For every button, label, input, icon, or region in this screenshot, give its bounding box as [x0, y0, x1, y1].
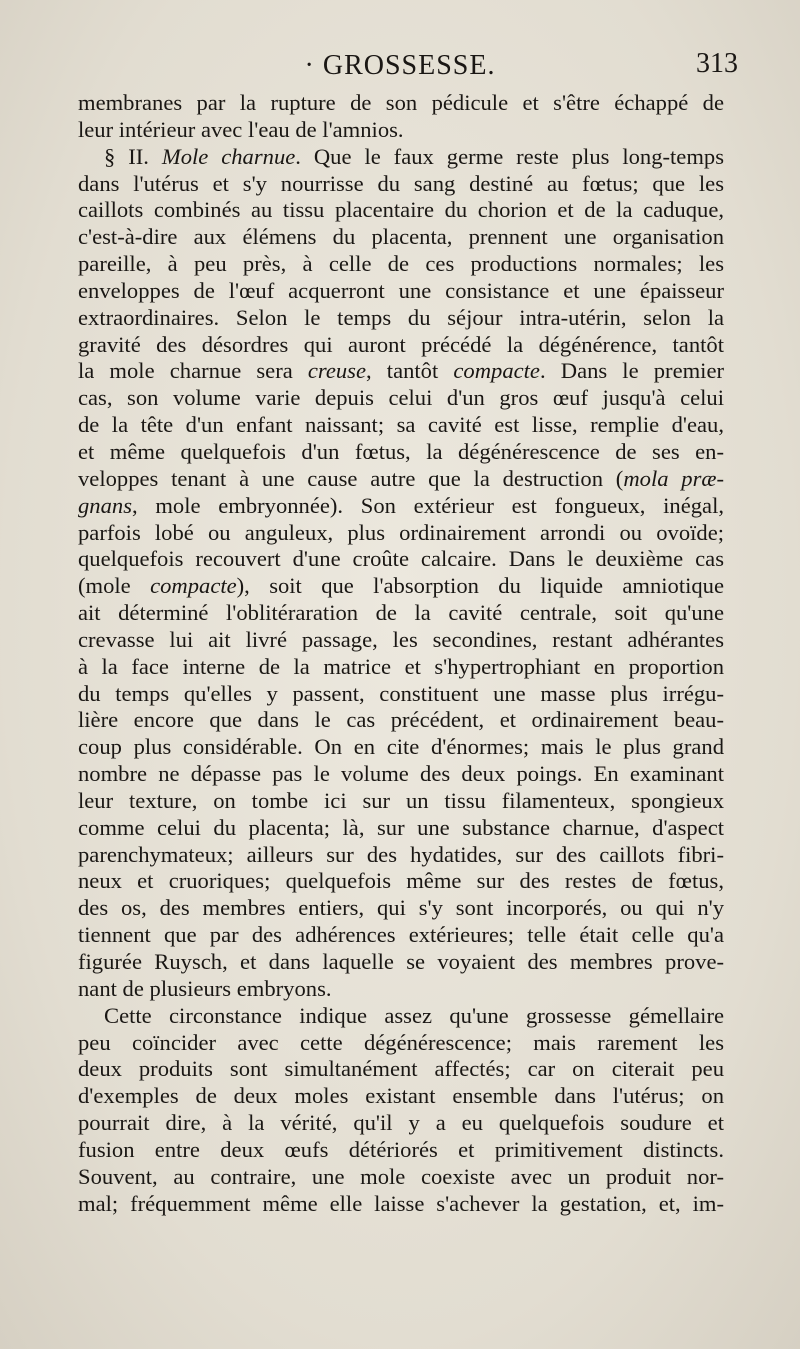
text-line: neux et cruoriques; quelquefois même sur des restes de fœtus,	[78, 868, 724, 894]
text-line: coup plus considérable. On en cite d'énormes; mais le plus grand	[78, 734, 724, 760]
text-line: figurée Ruysch, et dans laquelle se voyaient des membres prove-	[78, 949, 724, 974]
text-line: enveloppes de l'œuf acquerront une consistance et une épaisseur	[78, 277, 724, 303]
text-line: la mole charnue sera creuse, tantôt compacte. Dans le premier	[78, 358, 724, 384]
text-line: Souvent, au contraire, une mole coexiste avec un produit nor-	[78, 1163, 724, 1189]
text-line: leur texture, on tombe ici sur un tissu filamenteux, spongieux	[78, 787, 724, 813]
running-header: · GROSSESSE.	[304, 50, 496, 81]
text-line: nant de plusieurs embryons.	[78, 975, 332, 1001]
text-line: parfois lobé ou anguleux, plus ordinairement arrondi ou ovoïde;	[78, 519, 724, 545]
text-line: fusion entre deux œufs détériorés et primitivement distincts.	[78, 1136, 724, 1162]
text-line: et même quelquefois d'un fœtus, la dégénérescence de ses en-	[78, 438, 724, 464]
text-line: pourrait dire, à la vérité, qu'il y a eu quelquefois soudure et	[78, 1110, 724, 1136]
text-line: cas, son volume varie depuis celui d'un gros œuf jusqu'à celui	[78, 385, 724, 411]
text-line: nombre ne dépasse pas le volume des deux poings. En examinant	[78, 761, 724, 787]
text-line: mal; fréquemment même elle laisse s'achever la gestation, et, im-	[78, 1190, 724, 1216]
text-line: Cette circonstance indique assez qu'une grossesse gémellaire	[104, 1002, 724, 1028]
text-line: tiennent que par des adhérences extérieures; telle était celle qu'a	[78, 922, 724, 948]
text-line: caillots combinés au tissu placentaire du chorion et de la caduque,	[78, 197, 724, 223]
text-line: leur intérieur avec l'eau de l'amnios.	[78, 116, 404, 142]
text-line: veloppes tenant à une cause autre que la destruction (mola præ-	[78, 465, 724, 491]
text-line: gravité des désordres qui auront précédé la dégénérence, tantôt	[78, 331, 724, 357]
text-line: c'est-à-dire aux élémens du placenta, prennent une organisation	[78, 224, 724, 250]
text-line: deux produits sont simultanément affectés; car on citerait peu	[78, 1056, 724, 1082]
text-line: d'exemples de deux moles existant ensemble dans l'utérus; on	[78, 1083, 724, 1109]
text-line: comme celui du placenta; là, sur une substance charnue, d'aspect	[78, 814, 724, 840]
text-line: des os, des membres entiers, qui s'y sont incorporés, ou qui n'y	[78, 895, 724, 921]
body-text	[78, 90, 724, 1217]
text-line: pareille, à peu près, à celle de ces productions normales; les	[78, 251, 724, 277]
text-line: extraordinaires. Selon le temps du séjour intra-utérin, selon la	[78, 304, 724, 330]
text-line: crevasse lui ait livré passage, les secondines, restant adhérantes	[78, 626, 724, 652]
text-line: peu coïncider avec cette dégénérescence; mais rarement les	[78, 1029, 724, 1055]
text-line: lière encore que dans le cas précédent, et ordinairement beau-	[78, 707, 724, 733]
text-line: gnans, mole embryonnée). Son extérieur est fongueux, inégal,	[78, 492, 724, 518]
text-line: du temps qu'elles y passent, constituent une masse plus irrégu-	[78, 680, 724, 706]
text-line: parenchymateux; ailleurs sur des hydatides, sur des caillots fibri-	[78, 841, 724, 867]
text-line: ait déterminé l'oblitérаration de la cavité centrale, soit qu'une	[78, 600, 724, 626]
text-line: à la face interne de la matrice et s'hypertrophiant en proportion	[78, 653, 724, 679]
text-line: (mole compacte), soit que l'absorption du liquide amniotique	[78, 573, 724, 599]
text-line: membranes par la rupture de son pédicule et s'être échappé de	[78, 90, 724, 115]
text-line: de la tête d'un enfant naissant; sa cavité est lisse, remplie d'eau,	[78, 412, 724, 438]
page-number: 313	[696, 48, 738, 79]
text-line: quelquefois recouvert d'une croûte calcaire. Dans le deuxième cas	[78, 546, 724, 572]
text-line: dans l'utérus et s'y nourrisse du sang destiné au fœtus; que les	[78, 170, 724, 196]
text-line: § II. Mole charnue. Que le faux germe reste plus long-temps	[104, 143, 724, 169]
